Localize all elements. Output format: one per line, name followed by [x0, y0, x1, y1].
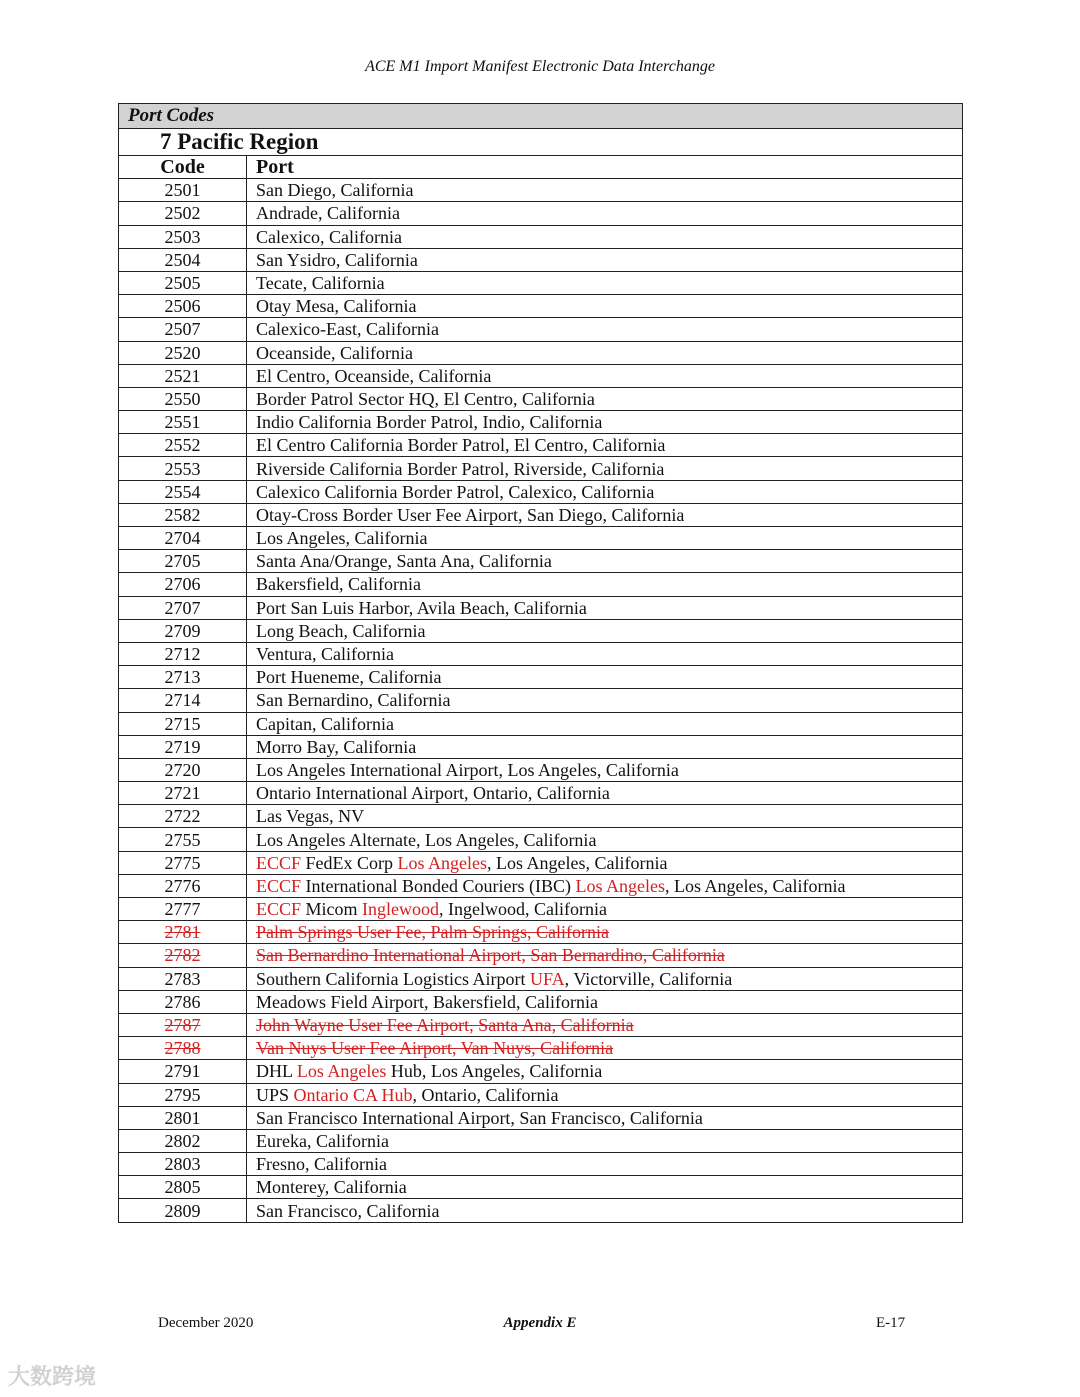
port-text: Las Vegas, NV — [256, 806, 365, 827]
table-row — [119, 202, 963, 225]
region-title: 7 Pacific Region — [119, 129, 963, 156]
port-name-cell — [247, 967, 963, 990]
port-text: Micom — [301, 899, 363, 920]
revision-text: UFA — [529, 968, 565, 989]
revision-text: Los Angeles — [575, 875, 665, 896]
port-name-cell — [247, 411, 963, 434]
port-text: Ventura, California — [256, 644, 394, 665]
port-name-cell — [247, 1176, 963, 1199]
port-code-cell: 2722 — [119, 805, 247, 828]
port-code-cell: 2551 — [119, 411, 247, 434]
port-name-cell — [247, 782, 963, 805]
port-text: Andrade, California — [256, 203, 400, 224]
port-name-cell — [247, 619, 963, 642]
table-row — [119, 295, 963, 318]
port-code-cell: 2715 — [119, 712, 247, 735]
table-row — [119, 318, 963, 341]
port-text: Port San Luis Harbor, Avila Beach, California — [256, 597, 587, 618]
table-row — [119, 805, 963, 828]
table-row — [119, 712, 963, 735]
port-text: Border Patrol Sector HQ, El Centro, California — [256, 388, 595, 409]
port-name-cell — [247, 527, 963, 550]
port-text: San Ysidro, California — [256, 249, 418, 270]
port-code-cell: 2802 — [119, 1129, 247, 1152]
column-header-code: Code — [119, 156, 247, 179]
port-name-cell — [247, 573, 963, 596]
port-text: Los Angeles Alternate, Los Angeles, California — [256, 829, 597, 850]
port-text: Otay Mesa, California — [256, 296, 417, 317]
revision-text: ECCF — [256, 852, 302, 873]
port-name-cell — [247, 1013, 963, 1036]
port-code-cell: 2787 — [119, 1013, 247, 1036]
port-code-cell: 2704 — [119, 527, 247, 550]
port-text: Palm Springs User Fee, Palm Springs, California — [256, 922, 609, 943]
port-text: Fresno, California — [256, 1154, 387, 1175]
port-text: Eureka, California — [256, 1130, 389, 1151]
table-row — [119, 1037, 963, 1060]
port-name-cell — [247, 1106, 963, 1129]
table-row — [119, 642, 963, 665]
port-text: Tecate, California — [256, 273, 385, 294]
port-text: Calexico-East, California — [256, 319, 439, 340]
port-text: San Bernardino International Airport, San Bernardino, California — [256, 945, 725, 966]
port-code-cell: 2506 — [119, 295, 247, 318]
table-row — [119, 550, 963, 573]
table-row — [119, 619, 963, 642]
port-code-cell: 2803 — [119, 1153, 247, 1176]
port-text: Hub, Los Angeles, California — [386, 1061, 603, 1082]
table-row — [119, 898, 963, 921]
port-code-cell: 2502 — [119, 202, 247, 225]
table-row — [119, 1060, 963, 1083]
port-code-cell: 2805 — [119, 1176, 247, 1199]
table-row — [119, 271, 963, 294]
port-text: FedEx Corp — [301, 852, 398, 873]
port-text: , Los Angeles, California — [664, 875, 846, 896]
port-code-cell: 2504 — [119, 248, 247, 271]
port-name-cell — [247, 874, 963, 897]
port-code-cell: 2781 — [119, 921, 247, 944]
table-row — [119, 689, 963, 712]
table-row — [119, 387, 963, 410]
table-row — [119, 434, 963, 457]
port-code-cell: 2503 — [119, 225, 247, 248]
watermark-logo: 大数跨境 — [8, 1365, 97, 1390]
footer-appendix: Appendix E — [503, 1315, 577, 1331]
column-header-row — [119, 156, 963, 179]
port-name-cell — [247, 457, 963, 480]
port-name-cell — [247, 1037, 963, 1060]
port-code-cell: 2554 — [119, 480, 247, 503]
port-name-cell — [247, 202, 963, 225]
table-row — [119, 341, 963, 364]
table-row — [119, 225, 963, 248]
port-name-cell — [247, 712, 963, 735]
table-row — [119, 944, 963, 967]
port-text: San Bernardino, California — [256, 690, 451, 711]
table-row — [119, 364, 963, 387]
port-code-cell: 2755 — [119, 828, 247, 851]
revision-text: Ontario CA Hub — [293, 1084, 413, 1105]
port-code-cell: 2712 — [119, 642, 247, 665]
region-row — [119, 129, 963, 156]
port-name-cell — [247, 805, 963, 828]
port-text: Port Hueneme, California — [256, 667, 442, 688]
port-code-cell: 2507 — [119, 318, 247, 341]
port-code-cell: 2707 — [119, 596, 247, 619]
port-text: Monterey, California — [256, 1177, 407, 1198]
table-row — [119, 666, 963, 689]
port-name-cell — [247, 271, 963, 294]
port-text: Calexico California Border Patrol, Calexico, California — [256, 481, 655, 502]
port-name-cell — [247, 898, 963, 921]
port-text: Calexico, California — [256, 226, 402, 247]
table-row — [119, 1129, 963, 1152]
port-text: , Ontario, California — [412, 1084, 559, 1105]
port-name-cell — [247, 828, 963, 851]
table-row — [119, 758, 963, 781]
table-row — [119, 411, 963, 434]
port-name-cell — [247, 387, 963, 410]
port-code-cell: 2721 — [119, 782, 247, 805]
port-text: Bakersfield, California — [256, 574, 421, 595]
port-name-cell — [247, 1129, 963, 1152]
table-row — [119, 527, 963, 550]
table-row — [119, 874, 963, 897]
port-text: Long Beach, California — [256, 620, 426, 641]
port-name-cell — [247, 944, 963, 967]
port-code-cell: 2582 — [119, 503, 247, 526]
table-row — [119, 967, 963, 990]
document-header-title: ACE M1 Import Manifest Electronic Data Interchange — [365, 58, 715, 75]
port-text: El Centro, Oceanside, California — [256, 365, 492, 386]
table-row — [119, 851, 963, 874]
table-row — [119, 503, 963, 526]
port-text: , Ingelwood, California — [439, 899, 607, 920]
port-code-cell: 2775 — [119, 851, 247, 874]
revision-text: ECCF — [256, 899, 302, 920]
port-name-cell — [247, 225, 963, 248]
port-code-cell: 2706 — [119, 573, 247, 596]
port-code-cell: 2801 — [119, 1106, 247, 1129]
port-code-cell: 2714 — [119, 689, 247, 712]
port-text: Southern California Logistics Airport — [256, 968, 530, 989]
table-row — [119, 1013, 963, 1036]
table-row — [119, 179, 963, 202]
port-code-cell: 2520 — [119, 341, 247, 364]
table-row — [119, 1083, 963, 1106]
port-text: UPS — [256, 1084, 294, 1105]
port-code-cell: 2782 — [119, 944, 247, 967]
port-name-cell — [247, 851, 963, 874]
port-name-cell — [247, 1060, 963, 1083]
port-code-cell: 2552 — [119, 434, 247, 457]
port-name-cell — [247, 179, 963, 202]
revision-text: Inglewood — [362, 899, 440, 920]
port-text: Otay-Cross Border User Fee Airport, San Diego, California — [256, 504, 685, 525]
column-header-port: Port — [247, 156, 963, 179]
table-row — [119, 573, 963, 596]
port-name-cell — [247, 341, 963, 364]
port-code-cell: 2550 — [119, 387, 247, 410]
port-code-cell: 2788 — [119, 1037, 247, 1060]
port-text: Oceanside, California — [256, 342, 413, 363]
port-text: Los Angeles International Airport, Los Angeles, California — [256, 759, 679, 780]
port-text: John Wayne User Fee Airport, Santa Ana, California — [256, 1015, 634, 1036]
port-code-cell: 2705 — [119, 550, 247, 573]
port-text: Van Nuys User Fee Airport, Van Nuys, California — [256, 1038, 614, 1059]
port-name-cell — [247, 318, 963, 341]
port-codes-table — [118, 103, 963, 1223]
table-row — [119, 457, 963, 480]
port-code-cell: 2709 — [119, 619, 247, 642]
port-name-cell — [247, 1083, 963, 1106]
port-code-cell: 2521 — [119, 364, 247, 387]
port-text: , Los Angeles, California — [487, 852, 668, 873]
port-text: Ontario International Airport, Ontario, California — [256, 783, 610, 804]
table-row — [119, 921, 963, 944]
port-text: Morro Bay, California — [256, 736, 417, 757]
table-band-row — [119, 104, 963, 129]
port-text: Capitan, California — [256, 713, 394, 734]
table-row — [119, 782, 963, 805]
port-text: Santa Ana/Orange, Santa Ana, California — [256, 551, 552, 572]
port-name-cell — [247, 758, 963, 781]
port-code-cell: 2505 — [119, 271, 247, 294]
revision-text: Los Angeles — [296, 1061, 387, 1082]
port-code-cell: 2776 — [119, 874, 247, 897]
port-code-cell: 2777 — [119, 898, 247, 921]
port-name-cell — [247, 248, 963, 271]
table-row — [119, 596, 963, 619]
footer-page-number: E-17 — [876, 1315, 906, 1331]
port-name-cell — [247, 689, 963, 712]
port-code-cell: 2720 — [119, 758, 247, 781]
port-name-cell — [247, 921, 963, 944]
port-name-cell — [247, 1153, 963, 1176]
table-row — [119, 248, 963, 271]
table-row — [119, 1176, 963, 1199]
port-name-cell — [247, 735, 963, 758]
port-code-cell: 2809 — [119, 1199, 247, 1222]
footer-date: December 2020 — [158, 1315, 254, 1331]
port-text: San Diego, California — [256, 180, 414, 201]
port-text: Riverside California Border Patrol, Riverside, California — [256, 458, 665, 479]
port-text: International Bonded Couriers (IBC) — [301, 875, 576, 896]
table-row — [119, 828, 963, 851]
port-name-cell — [247, 295, 963, 318]
port-text: Indio California Border Patrol, Indio, California — [256, 412, 603, 433]
port-code-cell: 2553 — [119, 457, 247, 480]
port-code-cell: 2795 — [119, 1083, 247, 1106]
port-name-cell — [247, 434, 963, 457]
table-row — [119, 480, 963, 503]
port-code-cell: 2713 — [119, 666, 247, 689]
port-name-cell — [247, 364, 963, 387]
port-name-cell — [247, 550, 963, 573]
port-name-cell — [247, 666, 963, 689]
port-name-cell — [247, 1199, 963, 1222]
table-row — [119, 1153, 963, 1176]
table-row — [119, 990, 963, 1013]
port-text: , Victorville, California — [564, 968, 733, 989]
port-text: El Centro California Border Patrol, El Centro, California — [256, 435, 666, 456]
port-text: Los Angeles, California — [256, 528, 428, 549]
revision-text: Los Angeles — [397, 852, 488, 873]
table-row — [119, 1199, 963, 1222]
port-code-cell: 2719 — [119, 735, 247, 758]
port-text: San Francisco, California — [256, 1200, 440, 1221]
port-name-cell — [247, 642, 963, 665]
port-name-cell — [247, 990, 963, 1013]
port-code-cell: 2501 — [119, 179, 247, 202]
port-code-cell: 2783 — [119, 967, 247, 990]
table-row — [119, 1106, 963, 1129]
port-name-cell — [247, 596, 963, 619]
port-code-cell: 2791 — [119, 1060, 247, 1083]
revision-text: ECCF — [256, 875, 302, 896]
port-codes-band-title: Port Codes — [119, 104, 963, 129]
port-name-cell — [247, 503, 963, 526]
port-text: San Francisco International Airport, San Francisco, California — [256, 1107, 703, 1128]
port-text: Meadows Field Airport, Bakersfield, California — [256, 991, 598, 1012]
port-text: DHL — [256, 1061, 297, 1082]
port-name-cell — [247, 480, 963, 503]
table-row — [119, 735, 963, 758]
port-code-cell: 2786 — [119, 990, 247, 1013]
